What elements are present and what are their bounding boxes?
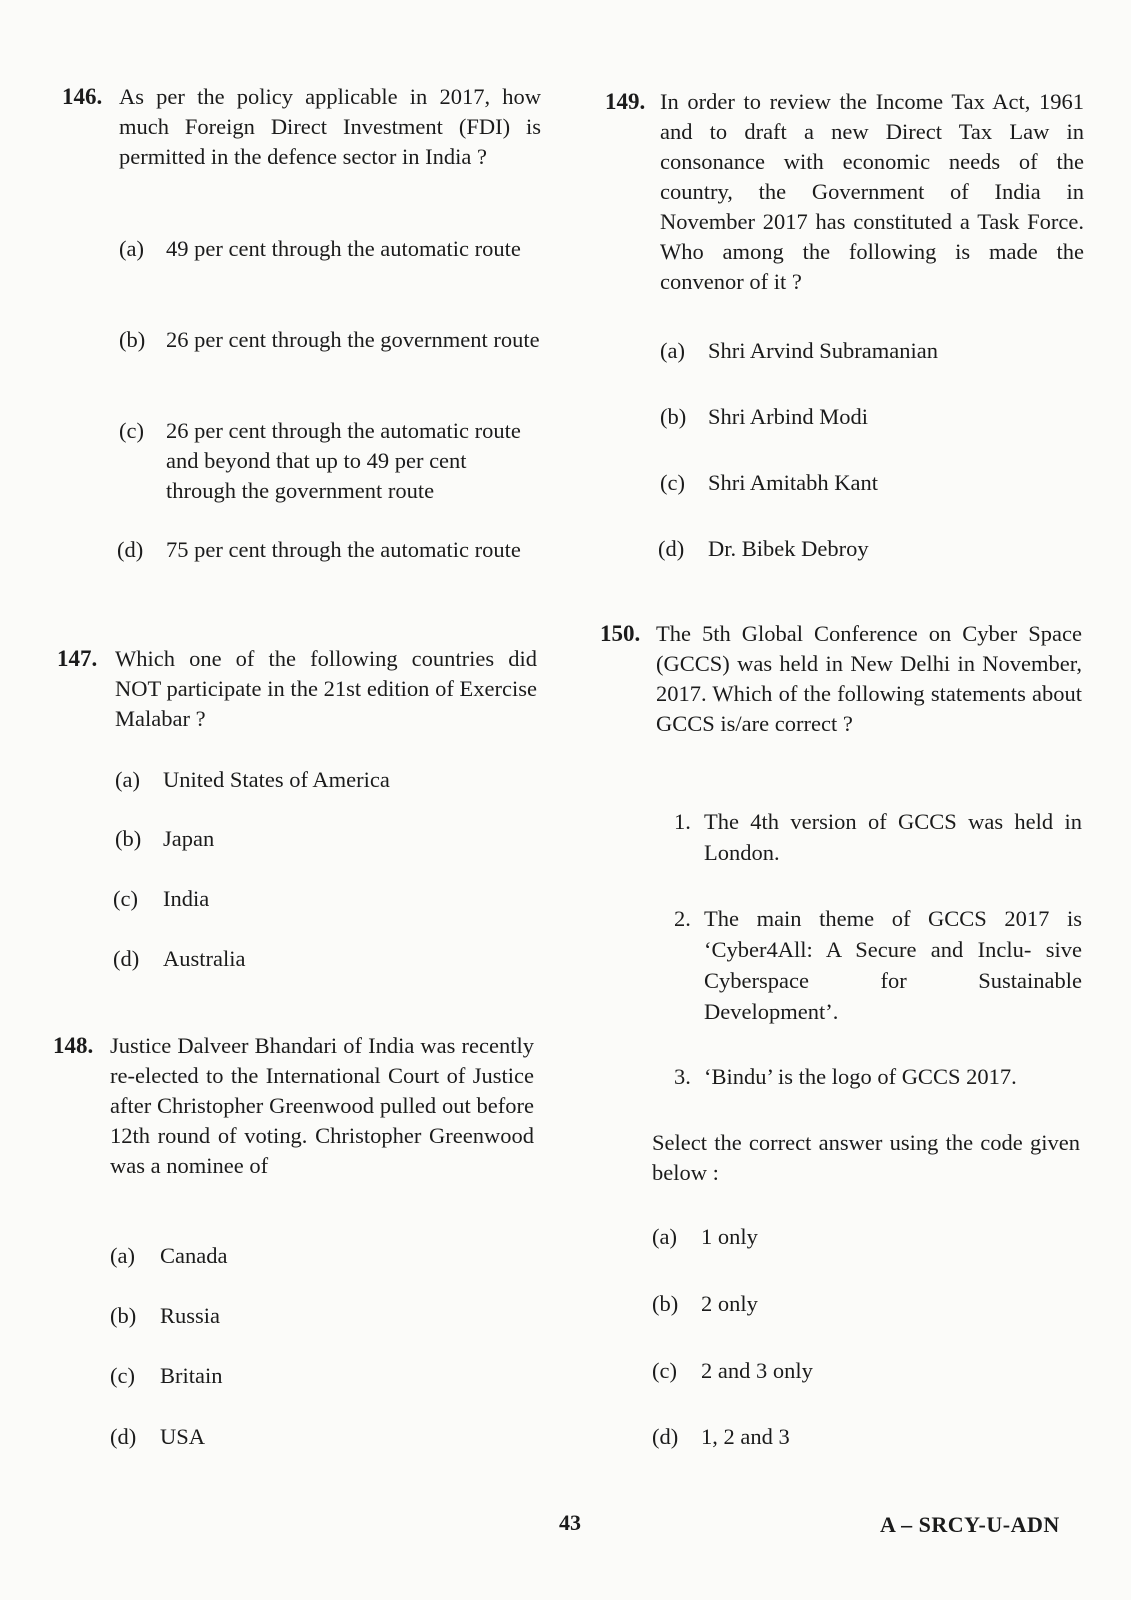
option-label: (c): [110, 1363, 135, 1388]
option-b[interactable]: [115, 824, 515, 854]
option-label: (b): [119, 327, 146, 352]
option-d[interactable]: [652, 1422, 1052, 1452]
question-number: 150.: [600, 621, 641, 646]
statement-3: [674, 1061, 1082, 1092]
option-d[interactable]: [117, 535, 539, 595]
option-text: 1, 2 and 3: [701, 1424, 790, 1449]
option-text: 26 per cent through the automatic route and beyond that up to 49 per cent through the government route: [166, 418, 521, 503]
question-text: As per the policy applicable in 2017, how much Foreign Direct Investment (FDI) is permitted in the defence sector in India ?: [119, 84, 541, 169]
option-a[interactable]: [660, 336, 1060, 366]
statement-2: [674, 903, 1082, 1027]
option-b[interactable]: [119, 325, 541, 385]
option-label: (a): [115, 767, 140, 792]
booklet-code: A – SRCY-U-ADN: [880, 1512, 1060, 1537]
question-text: In order to review the Income Tax Act, 1961 and to draft a new Direct Tax Law in consonance with economic needs of the country, the Government of India in November 2017 has constituted a Task Force. Who among the following is made the convenor of it ?: [660, 89, 1084, 294]
option-a[interactable]: [119, 234, 541, 294]
question-text: Which one of the following countries did NOT participate in the 21st edition of Exercise Malabar ?: [115, 646, 537, 731]
option-label: (d): [113, 946, 140, 971]
statement-text: The 4th version of GCCS was held in London.: [704, 809, 1082, 865]
option-text: 75 per cent through the automatic route: [166, 537, 521, 562]
option-a[interactable]: [652, 1222, 1052, 1252]
option-label: (c): [660, 470, 685, 495]
option-label: (d): [652, 1424, 679, 1449]
option-text: Shri Arbind Modi: [708, 404, 869, 429]
statement-text: The main theme of GCCS 2017 is ‘Cyber4All: A Secure and Inclu- sive Cyberspace for Sustainable Development’.: [704, 906, 1082, 1024]
question-number: 147.: [57, 646, 98, 671]
option-text: Shri Amitabh Kant: [708, 470, 878, 495]
option-text: Britain: [160, 1363, 223, 1388]
option-c[interactable]: [652, 1356, 1052, 1386]
option-b[interactable]: [110, 1301, 510, 1331]
option-b[interactable]: [652, 1289, 1052, 1319]
option-c[interactable]: [113, 884, 513, 914]
question-number: 149.: [605, 89, 646, 114]
page-number: 43: [559, 1510, 581, 1535]
option-a[interactable]: [110, 1241, 510, 1271]
option-label: (b): [652, 1291, 679, 1316]
option-d[interactable]: [110, 1422, 510, 1452]
statement-text: ‘Bindu’ is the logo of GCCS 2017.: [704, 1064, 1017, 1089]
statement-number: 3.: [674, 1064, 691, 1089]
option-label: (d): [117, 537, 144, 562]
option-label: (c): [119, 418, 144, 443]
question-number: 146.: [62, 84, 103, 109]
option-text: Dr. Bibek Debroy: [708, 536, 869, 561]
statement-1: [674, 806, 1082, 868]
option-text: 2 and 3 only: [701, 1358, 813, 1383]
option-label: (a): [119, 236, 144, 261]
option-text: 2 only: [701, 1291, 758, 1316]
option-text: Australia: [163, 946, 246, 971]
option-label: (a): [110, 1243, 135, 1268]
option-label: (d): [110, 1424, 137, 1449]
option-label: (a): [660, 338, 685, 363]
option-label: (c): [113, 886, 138, 911]
option-a[interactable]: [115, 765, 515, 795]
instruction-text: Select the correct answer using the code given below :: [652, 1130, 1080, 1185]
option-text: Shri Arvind Subramanian: [708, 338, 938, 363]
option-label: (a): [652, 1224, 677, 1249]
option-text: Canada: [160, 1243, 228, 1268]
option-label: (b): [660, 404, 687, 429]
option-text: Japan: [163, 826, 215, 851]
option-c[interactable]: [119, 416, 541, 506]
option-text: United States of America: [163, 767, 390, 792]
option-c[interactable]: [660, 468, 1060, 498]
option-c[interactable]: [110, 1361, 510, 1391]
option-label: (b): [110, 1303, 137, 1328]
option-label: (d): [658, 536, 685, 561]
option-label: (b): [115, 826, 142, 851]
question-text: Justice Dalveer Bhandari of India was recently re-elected to the International Court of Justice after Christopher Greenwood pulled out before 12th round of voting. Christopher Greenwood was a nominee of: [110, 1033, 534, 1178]
option-text: 49 per cent through the automatic route: [166, 236, 521, 261]
statement-number: 2.: [674, 906, 691, 931]
statement-number: 1.: [674, 809, 691, 834]
option-text: USA: [160, 1424, 206, 1449]
question-text: The 5th Global Conference on Cyber Space (GCCS) was held in New Delhi in November, 2017. Which of the following statements about GCCS is/are correct ?: [656, 621, 1082, 736]
option-b[interactable]: [660, 402, 1060, 432]
question-number: 148.: [53, 1033, 94, 1058]
option-d[interactable]: [658, 534, 1058, 564]
option-d[interactable]: [113, 944, 513, 974]
option-label: (c): [652, 1358, 677, 1383]
option-text: Russia: [160, 1303, 221, 1328]
option-text: 26 per cent through the government route: [166, 327, 540, 352]
option-text: 1 only: [701, 1224, 758, 1249]
option-text: India: [163, 886, 210, 911]
